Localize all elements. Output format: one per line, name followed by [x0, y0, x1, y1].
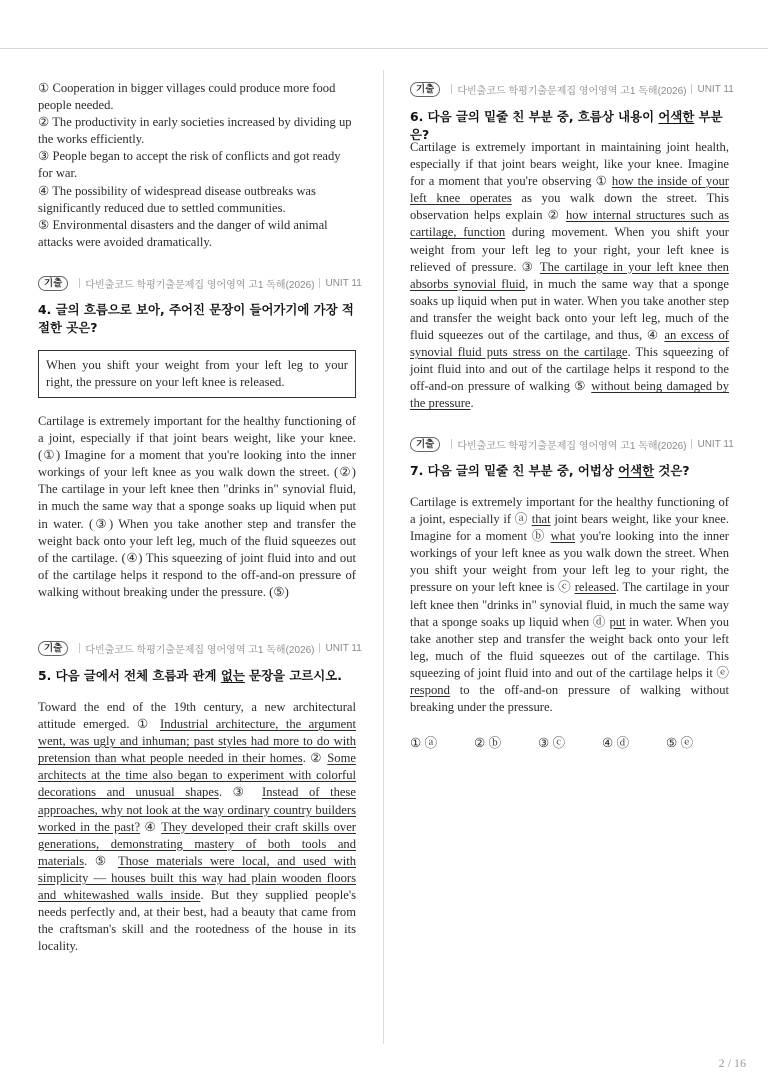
q5-passage: Toward the end of the 19th century, a new architectural attitude emerged. ① Industrial architecture, the argument went, was ugly and inhuman; past styles had more to do with pretension than what people needed in their homes. ② Some architects at the time also began to experiment with colorful decorations and unusual shapes. ③ Instead of these approaches, why not look at the way ordinary country builders worked in the past? ④ They developed their craft skills over generations, demonstrating mastery of both tools and materials. ⑤ Those materials were local, and used with simplicity — houses built this way had plain wooden floors and whitewashed walls inside. But they supplied people's needs perfectly and, at their best, had a beauty that came from the craftsman's skill and the rootedness of the house in its locality. — [38, 700, 356, 954]
q7-title-emphasis: 어색한 — [618, 463, 655, 478]
page-number: 2 / 16 — [718, 1056, 746, 1070]
source-badge: 기출 — [38, 276, 68, 291]
q3-option-5[interactable]: ⑤ Environmental disasters and the danger of wild animal attacks were avoided dramatically. — [38, 217, 328, 249]
source-book: 다빈출코드 학평기출문제집 영어영역 고1 독해(2026) — [457, 85, 687, 97]
q5-sentence-3[interactable]: Instead of these approaches, why not look at the way ordinary country builders worked in the past? — [38, 785, 356, 834]
q5-sentence-2[interactable]: Some architects at the time also began to experiment with colorful decorations and unusual shapes — [38, 751, 356, 800]
q4-passage: Cartilage is extremely important for the healthy functioning of a joint, especially if that joint bears weight, like your knee. (①) Imagine for a moment that you're looking into the inner workings of your left knee as you walk down the street. (②) The cartilage in your left knee then "drinks in" synovial fluid, in much the same way that a sponge soaks up liquid when put in water. (③) When you take another step and transfer the weight back onto your left leg, much of the fluid squeezes out of the cartilage. (④) This squeezing of joint fluid into and out of the cartilage helps it respond to the off-and-on pressure of walking without breaking under the pressure. (⑤) — [38, 414, 356, 599]
q7-choice-5[interactable]: ⑤ ⓔ — [666, 736, 694, 750]
column-divider — [383, 70, 384, 1044]
header-rule — [0, 48, 768, 49]
q6-underline-4[interactable]: an excess of synovial fluid puts stress on the cartilage — [410, 328, 729, 360]
q6-underline-3[interactable]: The cartilage in your left knee then absorbs synovial fluid — [410, 259, 729, 291]
q7-choice-1[interactable]: ① ⓐ — [410, 736, 438, 750]
q7-underline-b[interactable]: what — [550, 529, 576, 544]
q3-option-4[interactable]: ④ The possibility of widespread disease outbreaks was significantly reduced due to settled communities. — [38, 183, 316, 215]
source-unit: UNIT 11 — [325, 277, 362, 289]
q6-source-line — [410, 81, 734, 97]
q3-options — [38, 80, 356, 251]
q7-underline-e[interactable]: respond — [410, 683, 450, 698]
q4-given-sentence-box — [38, 350, 356, 398]
q5-title-emphasis: 없는 — [220, 668, 245, 683]
source-badge: 기출 — [410, 437, 440, 452]
q5-title: 5. 다음 글에서 전체 흐름과 관계 없는 문장을 고르시오. — [38, 668, 342, 683]
q6-underline-2[interactable]: how internal structures such as cartilage, function — [410, 208, 729, 240]
q6-underline-1[interactable]: how the inside of your left knee operates — [410, 174, 729, 206]
q7-choices — [410, 732, 730, 751]
q7-underline-a[interactable]: that — [531, 512, 551, 527]
source-book: 다빈출코드 학평기출문제집 영어영역 고1 독해(2026) — [85, 279, 315, 291]
q3-option-1[interactable]: ① Cooperation in bigger villages could produce more food people needed. — [38, 81, 336, 113]
source-badge: 기출 — [410, 82, 440, 97]
q7-title: 7. 다음 글의 밑줄 친 부분 중, 어법상 어색한 것은? — [410, 463, 690, 478]
q4-given-sentence: When you shift your weight from your left leg to your right, the pressure on your left knee is released. — [46, 358, 348, 390]
q5-sentence-4[interactable]: They developed their craft skills over generations, demonstrating mastery of both tools and materials — [38, 819, 356, 868]
source-unit: UNIT 11 — [325, 642, 362, 654]
q6-passage: Cartilage is extremely important in maintaining joint health, especially if that joint bears weight, like your knee. Imagine for a moment that you're observing ① how the inside of your left knee operates as you walk down the street. This observation helps explain ② how internal structures such as cartilage, function during movement. When you shift your weight from your left leg to your right, your left knee is relieved of pressure. ③ The cartilage in your left knee then absorbs synovial fluid, in much the same way that a sponge soaks up liquid when put in water. When you take another step and transfer the weight back onto your left leg, much of the fluid squeezes out of the cartilage, and thus, ④ an excess of synovial fluid puts stress on the cartilage. This squeezing of joint fluid into and out of the cartilage helps it respond to the off-and-on pressure of walking ⑤ without being damaged by the pressure. — [410, 140, 730, 411]
q5-source-line — [38, 640, 362, 656]
q7-source-line — [410, 436, 734, 452]
q7-underline-c[interactable]: released — [574, 580, 616, 595]
source-book: 다빈출코드 학평기출문제집 영어영역 고1 독해(2026) — [457, 440, 687, 452]
source-book: 다빈출코드 학평기출문제집 영어영역 고1 독해(2026) — [85, 644, 315, 656]
q7-underline-d[interactable]: put — [609, 614, 626, 629]
q5-sentence-5[interactable]: Those materials were local, and used with simplicity — houses built this way had plain wooden floors and whitewashed walls inside — [38, 853, 356, 903]
q4-source-line — [38, 275, 362, 291]
q7-choice-4[interactable]: ④ ⓓ — [602, 736, 630, 750]
source-badge: 기출 — [38, 641, 68, 656]
q6-underline-5[interactable]: without being damaged by the pressure — [410, 379, 729, 411]
q3-option-2[interactable]: ② The productivity in early societies increased by dividing up the works efficiently. — [38, 115, 352, 147]
q3-option-3[interactable]: ③ People began to accept the risk of conflicts and got ready for war. — [38, 149, 341, 181]
q7-choice-2[interactable]: ② ⓑ — [474, 736, 502, 750]
q6-title: 6. 다음 글의 밑줄 친 부분 중, 흐름상 내용이 어색한 부분은? — [410, 109, 723, 142]
q5-sentence-1[interactable]: Industrial architecture, the argument went, was ugly and inhuman; past styles had more to do with pretension than what people needed in their homes — [38, 717, 356, 766]
q7-choice-3[interactable]: ③ ⓒ — [538, 736, 566, 750]
source-unit: UNIT 11 — [697, 83, 734, 95]
q6-title-emphasis: 어색한 — [658, 109, 695, 124]
source-unit: UNIT 11 — [697, 438, 734, 450]
q7-passage: Cartilage is extremely important for the healthy functioning of a joint, especially if ⓐ that joint bears weight, like your knee. Imagine for a moment ⓑ what you're looking into the inner workings of your left knee as you walk down the street. When you shift your weight from your left leg to your right, the pressure on your left knee is ⓒ released. The cartilage in your left knee then "drinks in" synovial fluid, in much the same way that a sponge soaks up liquid when ⓓ put in water. When you take another step and transfer the weight back onto your left leg, much of the fluid squeezes out of the cartilage. This squeezing of joint fluid into and out of the cartilage helps it ⓔ respond to the off-and-on pressure of walking without breaking under the pressure. — [410, 495, 729, 715]
q4-title: 4. 글의 흐름으로 보아, 주어진 문장이 들어가기에 가장 적절한 곳은? — [38, 302, 354, 335]
